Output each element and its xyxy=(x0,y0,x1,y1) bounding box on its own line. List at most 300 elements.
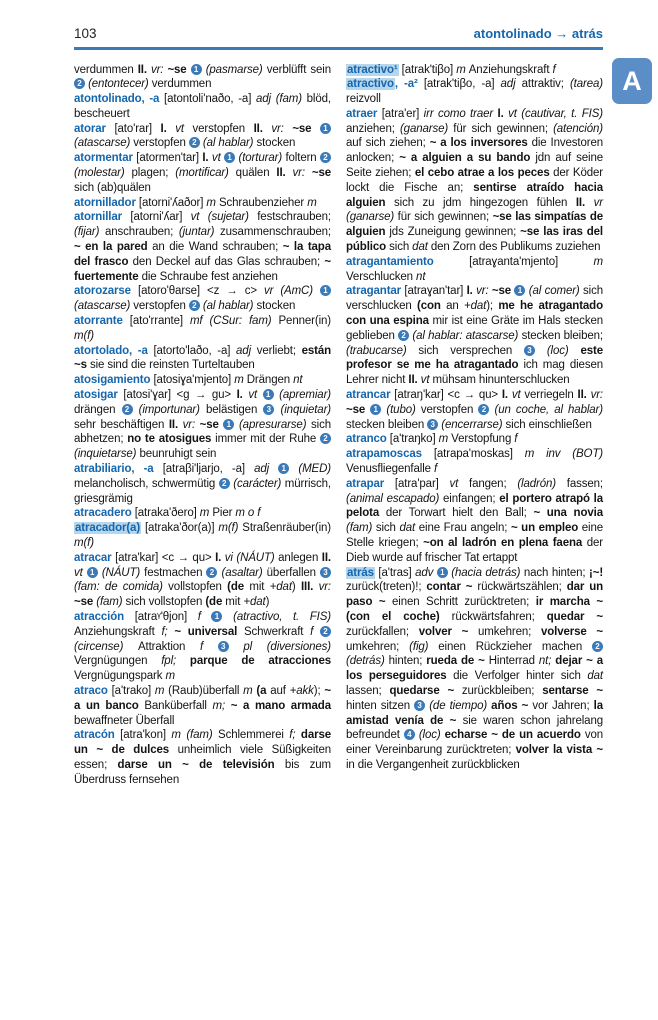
dictionary-entry xyxy=(74,151,331,195)
column-left xyxy=(74,63,331,788)
text-run: quedar ~ xyxy=(546,610,603,623)
headword: atrabiliario, -a xyxy=(74,463,163,476)
dictionary-entry xyxy=(74,63,331,93)
sense-number-badge: 4 xyxy=(404,729,415,740)
text-run: festschrauben; xyxy=(257,211,331,224)
text-run: [atoro'θarse] <z → c> xyxy=(138,285,264,298)
text-run: einen Rückzieher machen xyxy=(438,640,593,653)
sense-number-badge: 2 xyxy=(189,137,200,148)
text-run: Verschlucken xyxy=(346,270,417,283)
text-run: (loc) xyxy=(414,729,445,742)
text-run: (mortificar) xyxy=(175,167,236,180)
guide-word-end: atrás xyxy=(571,26,603,41)
text-run: vr: xyxy=(146,63,168,76)
text-run: vr (ganarse) xyxy=(346,196,603,224)
text-run: ~se xyxy=(491,285,515,298)
dictionary-entry xyxy=(74,551,331,610)
text-run: Schlemmerei xyxy=(218,729,290,742)
text-run: [atorni'ʎar] xyxy=(130,211,191,224)
text-run: II. xyxy=(168,418,179,431)
text-run: (atención) xyxy=(553,122,604,135)
dictionary-entry xyxy=(346,77,603,107)
text-run: m(f) xyxy=(218,522,243,535)
text-run: nt xyxy=(416,270,426,283)
text-run: der Köder lockt die Fische an; xyxy=(346,167,603,194)
text-run: sehr beschäftigen xyxy=(74,418,169,431)
dictionary-entry xyxy=(74,314,331,344)
text-run: verliebt; xyxy=(256,344,302,357)
dictionary-entry xyxy=(74,728,331,787)
text-run: [atorni'ʎaðor] xyxy=(138,196,207,209)
headword: atortolado, -a xyxy=(74,344,154,357)
text-run: Schwerkraft xyxy=(243,625,311,638)
text-run: foltern xyxy=(285,152,320,165)
text-run: (NÁUT) xyxy=(97,566,145,579)
column-right xyxy=(346,63,603,788)
headword: atragantamiento xyxy=(346,255,470,268)
text-run: volver la vista ~ xyxy=(515,744,604,757)
text-run: sich versprechen xyxy=(418,344,524,357)
text-run: (atascarse) xyxy=(74,137,134,150)
text-run: mühsam hinunterschlucken xyxy=(432,374,570,387)
headword: atrapar xyxy=(346,477,395,490)
text-run: [atra'kon] xyxy=(120,729,172,742)
text-run: nach hinten; xyxy=(523,566,590,579)
text-run: +akk xyxy=(289,684,314,697)
text-run: (encerrarse) xyxy=(438,418,506,431)
text-run: (carácter) xyxy=(229,477,285,490)
text-run: [atraɣan'tar] xyxy=(404,285,467,298)
text-run: (circense) xyxy=(74,640,138,653)
text-run: bewaffneter Überfall xyxy=(74,714,175,727)
text-run: ~se xyxy=(74,596,97,609)
text-run: (tarea) xyxy=(569,78,603,91)
text-run: ¡~! xyxy=(589,566,604,579)
text-run: ~se xyxy=(346,403,371,416)
text-run: (animal escapado) xyxy=(346,492,443,505)
text-run: einen Schritt zurücktreten; xyxy=(392,596,536,609)
text-run: quälen xyxy=(235,167,277,180)
sense-number-badge: 1 xyxy=(437,567,448,578)
text-run: (apremiar) xyxy=(273,389,331,402)
dictionary-entry xyxy=(74,92,331,122)
text-run: der Torwart hielt den Ball; xyxy=(385,507,534,520)
headword: atornillador xyxy=(74,196,139,209)
sense-number-badge: 2 xyxy=(398,330,409,341)
text-run: [a'trako] xyxy=(111,684,155,697)
text-run: vt xyxy=(417,374,433,387)
text-run: m xyxy=(593,255,603,268)
alphabet-tab: A xyxy=(612,58,652,104)
text-run: (apresurarse) xyxy=(234,418,311,431)
text-run: verblüfft sein xyxy=(266,63,331,76)
text-run: ) xyxy=(291,581,301,594)
text-run: m xyxy=(307,196,317,209)
text-run: Anziehungskraft xyxy=(74,625,162,638)
text-run: [atrak'tiβo, -a] xyxy=(423,78,501,91)
text-run: Hinterrad xyxy=(488,655,539,668)
text-run: Vergnügungen xyxy=(74,655,162,668)
text-run: ~se las simpatías de alguien xyxy=(346,211,604,239)
text-run: Attraktion xyxy=(137,640,200,653)
headword: atraer xyxy=(346,107,382,120)
text-run: hinten sitzen xyxy=(346,699,415,712)
text-run: adj xyxy=(236,344,257,357)
text-run: [atorto'laðo, -a] xyxy=(153,344,237,357)
text-run: mit xyxy=(225,596,244,609)
text-run: melancholisch, schwermütig xyxy=(74,477,219,490)
text-run: (tubo) xyxy=(381,403,421,416)
text-run: sich abhetzen; xyxy=(74,418,331,446)
text-run: pl (diversiones) xyxy=(228,640,331,653)
sense-number-badge: 3 xyxy=(427,419,438,430)
text-run: sich xyxy=(375,522,400,535)
text-run: adj xyxy=(500,78,522,91)
text-run: blöd, bescheuert xyxy=(74,93,331,120)
text-run: ~ en la pared xyxy=(74,241,153,254)
text-run: [ato'rrante] xyxy=(129,315,190,328)
text-run: irr como traer xyxy=(423,107,498,120)
text-run: (detrás) xyxy=(346,655,389,668)
text-run: verdummen xyxy=(151,78,212,91)
sense-number-badge: 1 xyxy=(370,404,381,415)
text-run: m xyxy=(456,63,469,76)
text-run: verstopfen xyxy=(192,122,254,135)
text-run: (fam) xyxy=(96,596,126,609)
headword: atranco xyxy=(346,433,390,446)
text-run: I. xyxy=(202,152,209,165)
sense-number-badge: 1 xyxy=(191,64,202,75)
text-run: dar un paso ~ xyxy=(346,581,604,609)
text-run: plagen; xyxy=(131,167,176,180)
text-run: m (fam) xyxy=(171,729,219,742)
text-run: ~ un empleo xyxy=(510,522,582,535)
text-run: sich xyxy=(389,241,413,254)
arrow-icon: → xyxy=(555,26,569,41)
text-run: II. xyxy=(577,389,587,402)
text-run: este profesor se me ha atragantado xyxy=(346,344,603,372)
text-run: m xyxy=(243,684,257,697)
dictionary-entry xyxy=(74,122,331,152)
text-run: quedarse ~ xyxy=(389,684,462,697)
text-run: vr: xyxy=(472,285,492,298)
text-run: (fam) xyxy=(346,522,376,535)
text-run: I. xyxy=(215,551,222,564)
text-run: mf (CSur: fam) xyxy=(189,315,279,328)
text-run: m inv (BOT) xyxy=(524,448,603,461)
text-run: verdummen xyxy=(74,63,138,76)
text-run: el cebo atrae a los peces xyxy=(414,167,554,180)
sense-number-badge: 2 xyxy=(206,567,217,578)
text-run: ) xyxy=(265,596,270,609)
sense-number-badge: 2 xyxy=(74,78,85,89)
text-run: verriegeln xyxy=(524,389,578,402)
header-rule xyxy=(74,47,603,50)
text-run: +dat xyxy=(269,581,292,594)
text-run: f xyxy=(197,610,212,623)
headword: atrás xyxy=(347,566,374,579)
text-run: (fig) xyxy=(409,640,439,653)
text-run: [atosiɣa'mjento] xyxy=(153,374,235,387)
dictionary-entry xyxy=(74,344,331,374)
text-run: eine Stelle kriegen; xyxy=(346,522,604,549)
text-run: umkehren; xyxy=(346,640,410,653)
text-run: m xyxy=(438,433,452,446)
text-run: (de xyxy=(205,596,226,609)
text-run: (un coche, al hablar) xyxy=(489,403,603,416)
text-run: (hacia detrás) xyxy=(447,566,524,579)
sense-number-badge: 3 xyxy=(414,700,425,711)
text-run: [atraɣanta'mjento] xyxy=(469,255,594,268)
text-run: unheimlich viele Süßigkeiten essen; xyxy=(74,744,331,771)
text-run: vr: xyxy=(285,167,312,180)
text-run: die Schraube fest anziehen xyxy=(141,270,278,283)
text-run: verstopfen xyxy=(133,300,189,313)
headword: atracón xyxy=(74,729,121,742)
text-run: (fijar) xyxy=(74,226,105,239)
text-run: fassen; xyxy=(566,477,603,490)
dictionary-entry xyxy=(346,284,603,388)
text-run: rueda de ~ xyxy=(426,655,489,668)
dictionary-entry xyxy=(346,432,603,447)
text-run: anlegen xyxy=(278,551,322,564)
text-run: einfangen; xyxy=(442,492,500,505)
text-run: Schraubenzieher xyxy=(218,196,308,209)
text-run: vr: xyxy=(262,122,293,135)
text-run: (ganarse) xyxy=(399,122,454,135)
text-run: [atraᵞ'θjon] xyxy=(134,610,198,623)
text-run: ~ a alguien a su bando xyxy=(399,152,536,165)
text-run: den Zorn des Publikums zuziehen xyxy=(430,241,601,254)
text-run: echarse ~ de un acuerdo xyxy=(444,729,585,742)
headword: , -a² xyxy=(394,78,424,91)
dictionary-entry xyxy=(74,610,331,684)
text-run: ~se las iras del público xyxy=(346,226,603,254)
text-run: Anziehungskraft xyxy=(468,63,553,76)
sense-number-badge: 1 xyxy=(263,389,274,400)
text-run: [atra'er] xyxy=(381,107,424,120)
text-run: immer mit der Ruhe xyxy=(215,433,321,446)
sense-number-badge: 2 xyxy=(320,152,331,163)
text-run: años ~ xyxy=(491,699,533,712)
text-run: adv xyxy=(415,566,437,579)
text-run: verstopfen xyxy=(133,137,189,150)
text-run: bis zum Überdruss fernsehen xyxy=(74,758,331,786)
text-run: sentarse ~ xyxy=(542,684,603,697)
dictionary-entry xyxy=(74,210,331,284)
headword: atraco xyxy=(74,684,112,697)
headword: atorar xyxy=(74,122,115,135)
text-run: [atraβi'ljarjo, -a] xyxy=(162,463,255,476)
headword: atractivo xyxy=(347,78,394,91)
sense-number-badge: 1 xyxy=(211,611,222,622)
text-run: Venusfliegenfalle xyxy=(346,463,434,476)
text-run: verstopfen xyxy=(420,403,479,416)
text-run: (al hablar) xyxy=(199,300,257,313)
text-run: el portero atrapó la pelota xyxy=(346,492,604,520)
text-run: ~ a los inversores xyxy=(429,137,532,150)
sense-number-badge: 2 xyxy=(478,404,489,415)
text-run: Pier xyxy=(212,507,236,520)
text-run: ~se xyxy=(199,418,224,431)
sense-number-badge: 2 xyxy=(592,641,603,652)
headword: atracar xyxy=(74,551,116,564)
text-run: sich vollstopfen xyxy=(125,596,206,609)
text-run: ir marcha ~ (con el coche) xyxy=(346,596,603,623)
text-run: die Verfolger hinter sich xyxy=(453,670,588,683)
headword: atormentar xyxy=(74,152,137,165)
text-run: la amistad venía de ~ xyxy=(346,699,603,727)
text-run: attraktiv; xyxy=(521,78,570,91)
text-run: sich (ab)quälen xyxy=(74,181,151,194)
dictionary-entry xyxy=(74,521,331,551)
text-run: Drängen xyxy=(246,374,294,387)
text-run: f xyxy=(199,640,218,653)
text-run: vollstopfen xyxy=(168,581,228,594)
text-run: rückwärtsfahren; xyxy=(451,610,547,623)
text-run: +dat xyxy=(463,300,487,313)
text-run: [atra'par] xyxy=(394,477,450,490)
text-run: I. xyxy=(466,285,473,298)
text-run: dat xyxy=(412,241,431,254)
text-run: eine Frau angeln; xyxy=(418,522,511,535)
text-run: der Dieb wurde auf frischer Tat ertappt xyxy=(346,537,603,564)
text-run: m xyxy=(165,670,175,683)
text-run: [atormen'tar] xyxy=(136,152,203,165)
sense-number-badge: 2 xyxy=(122,404,133,415)
text-run: +dat xyxy=(243,596,266,609)
text-run: (al hablar: atascarse) xyxy=(409,329,522,342)
dictionary-entry xyxy=(346,447,603,477)
text-run: überfallen xyxy=(266,566,321,579)
text-run: drängen xyxy=(74,403,122,416)
text-run: m xyxy=(154,684,169,697)
text-run: vt (cautivar, t. FIS) xyxy=(503,107,603,120)
text-run: vt xyxy=(208,152,225,165)
text-run: ); xyxy=(313,684,325,697)
text-run: lassen; xyxy=(346,684,390,697)
text-run: I. xyxy=(236,389,243,402)
text-run: (de tiempo) xyxy=(425,699,492,712)
text-run: I. xyxy=(497,107,504,120)
dictionary-entry xyxy=(346,63,603,78)
text-run: fangen; xyxy=(469,477,518,490)
text-run: (al hablar) xyxy=(199,137,257,150)
text-run: I. xyxy=(501,389,508,402)
text-run: jdn auf seine Seite ziehen; xyxy=(346,152,604,180)
text-run: (al comer) xyxy=(525,285,584,298)
text-run: [atrak'tiβo] xyxy=(398,63,457,76)
text-run: dat xyxy=(587,670,603,683)
text-run: ~se xyxy=(311,167,331,180)
text-run: f; xyxy=(289,729,301,742)
text-run: f xyxy=(310,625,320,638)
text-run: ~ a un banco xyxy=(74,684,331,712)
text-run: Straßenräuber(in) xyxy=(242,522,331,535)
text-run: (asaltar) xyxy=(217,566,267,579)
text-run: [atraka'ðero] xyxy=(134,507,200,520)
sense-number-badge: 3 xyxy=(263,404,274,415)
text-run: adj (fam) xyxy=(256,93,307,106)
text-run: Vergnügungspark xyxy=(74,670,166,683)
text-run: (atractivo, t. FIS) xyxy=(222,610,331,623)
headword: atontolinado, -a xyxy=(74,93,165,106)
headword: atracador(a) xyxy=(75,522,141,535)
headword: atosigamiento xyxy=(74,374,154,387)
text-run: stocken xyxy=(256,137,296,150)
text-run: II. xyxy=(575,196,586,209)
text-run: belästigen xyxy=(206,403,264,416)
text-run: stecken bleiben xyxy=(346,418,428,431)
headword: atractivo¹ xyxy=(347,63,398,76)
text-run: sentirse atraído hacia alguien xyxy=(346,181,603,209)
text-run: zurückfallen; xyxy=(346,625,419,638)
sense-number-badge: 2 xyxy=(219,478,230,489)
headword: atorozarse xyxy=(74,285,138,298)
text-run: (a xyxy=(256,684,271,697)
text-run: vi (NÁUT) xyxy=(221,551,279,564)
text-run: sich verschlucken xyxy=(346,285,603,313)
sense-number-badge: 2 xyxy=(320,433,331,444)
text-run: nt xyxy=(293,374,303,387)
text-run: [atontoli'naðo, -a] xyxy=(164,93,256,106)
text-run: II. xyxy=(276,167,286,180)
text-run: vt xyxy=(166,122,193,135)
text-run: darse un ~ de televisión xyxy=(117,758,285,771)
text-run: (fam: de comida) xyxy=(74,581,169,594)
sense-number-badge: 1 xyxy=(224,152,235,163)
text-run: (ladrón) xyxy=(517,477,567,490)
text-run: m xyxy=(206,196,219,209)
text-run: vr: xyxy=(178,418,200,431)
text-run: [atraka'ðor(a)] xyxy=(141,522,219,535)
text-run: mit xyxy=(249,581,270,594)
text-run: ~on al ladrón en plena faena xyxy=(423,537,587,549)
text-run: (torturar) xyxy=(235,152,286,165)
guide-word-start: atontolinado xyxy=(473,26,552,41)
text-run: (pasmarse) xyxy=(201,63,267,76)
text-run: beunruhigt sein xyxy=(139,448,217,461)
text-run: (de xyxy=(227,581,250,594)
sense-number-badge: 3 xyxy=(320,567,331,578)
text-run: rückwärtszählen; xyxy=(477,581,567,594)
text-run: ~ a mano armada xyxy=(230,699,331,712)
headword: atrapamoscas xyxy=(346,448,434,461)
text-run: stecken bleiben; xyxy=(521,329,603,342)
text-run: [atra'kar] <c → qu> xyxy=(115,551,216,564)
text-run: mir ist eine Gräte im Hals stecken geblieben xyxy=(346,315,603,342)
text-run: m; xyxy=(212,699,231,712)
text-run: vr (AmC) xyxy=(263,285,320,298)
text-run: für sich gewinnen; xyxy=(397,211,493,224)
text-run: zurück(treten)!; xyxy=(346,581,427,594)
text-run: umkehren; xyxy=(477,625,541,638)
text-run: volver ~ xyxy=(418,625,478,638)
text-run: II. xyxy=(253,122,263,135)
text-run: in die Vergangenheit zurückblicken xyxy=(346,758,520,771)
text-run: [atraŋ'kar] <c → qu> xyxy=(394,389,502,402)
text-columns xyxy=(74,63,603,788)
text-run: (inquietar) xyxy=(274,403,331,416)
dictionary-entry xyxy=(74,506,331,521)
sense-number-badge: 1 xyxy=(320,123,331,134)
sense-number-badge: 1 xyxy=(514,285,525,296)
text-run: vr: xyxy=(313,581,331,594)
text-run: reizvoll xyxy=(346,93,381,106)
text-run: anschrauben; xyxy=(105,226,179,239)
headword: atracción xyxy=(74,610,135,623)
text-run: [ato'rar] xyxy=(114,122,161,135)
